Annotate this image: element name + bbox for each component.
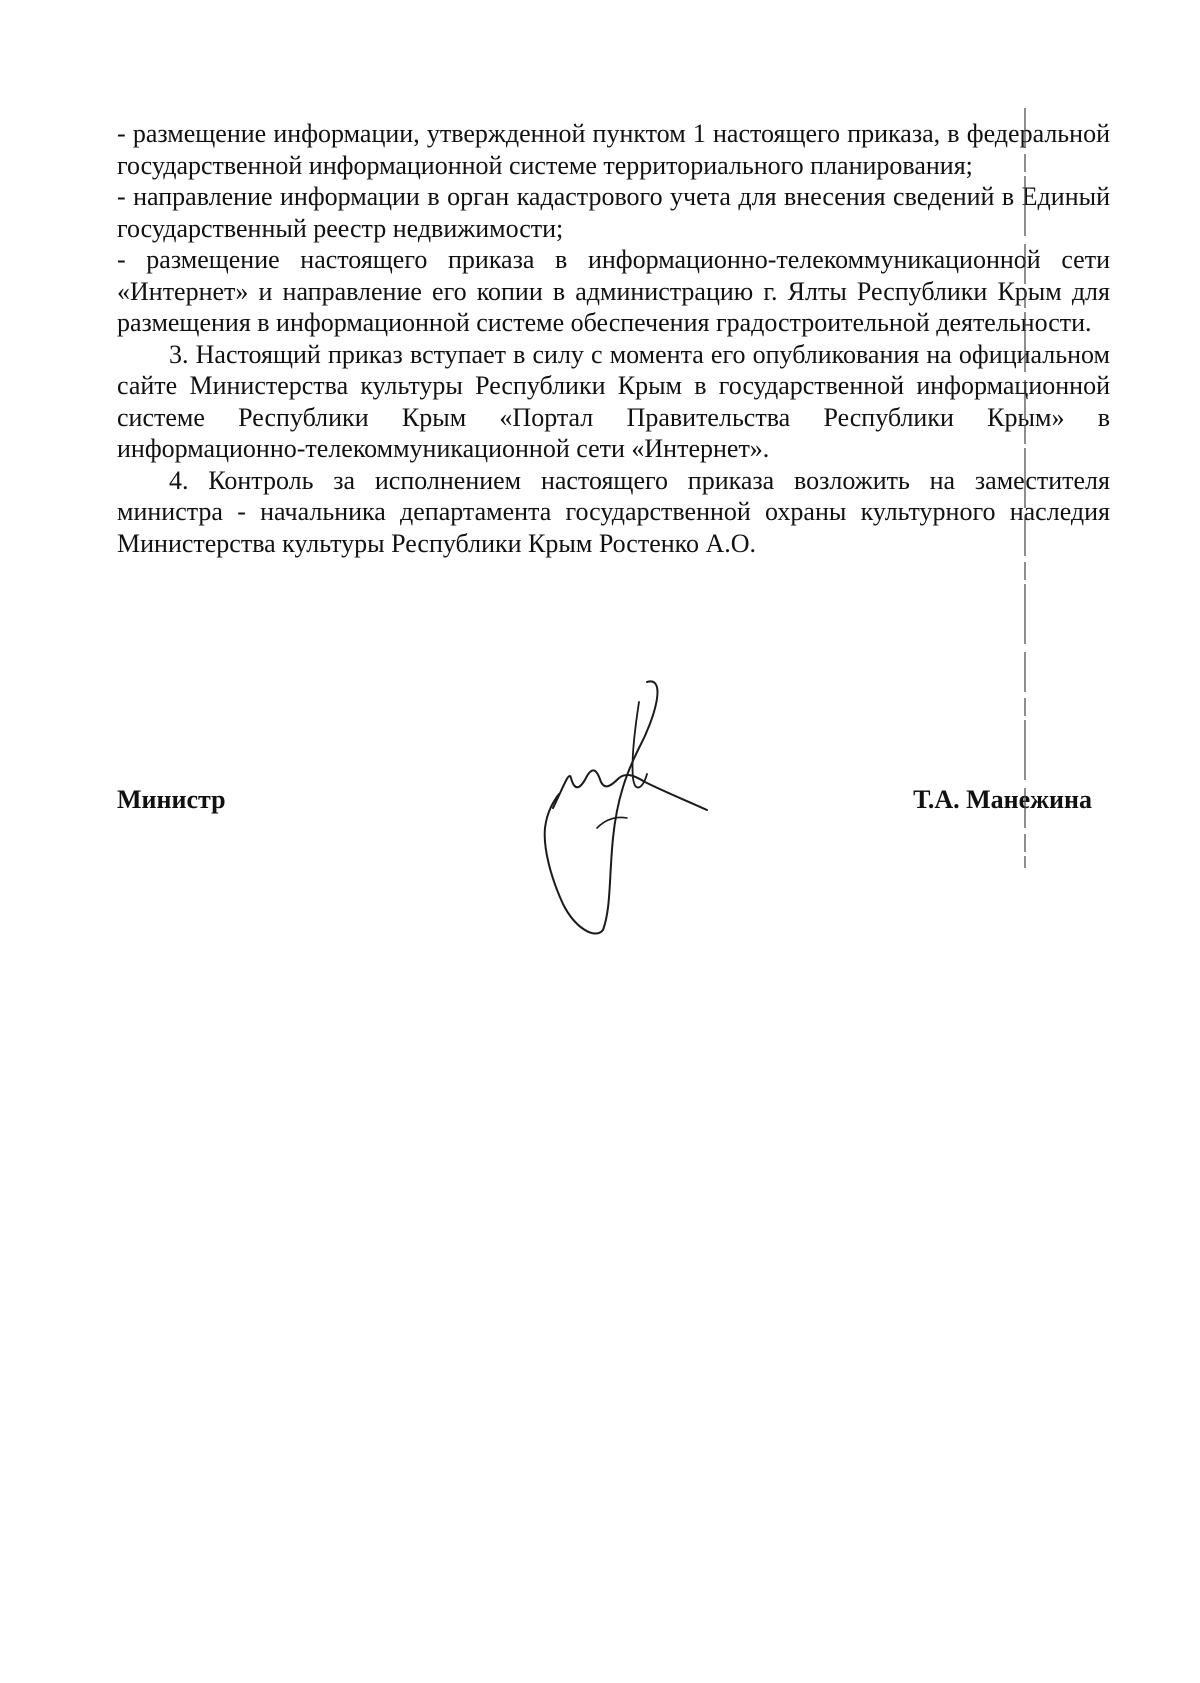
paragraph-3-effective: 3. Настоящий приказ вступает в силу с момента его опубликования на официальном сайте Министерства культуры Республики Крым в государственной информационной системе Республики Крым «Портал Правительства Республики Крым» в информационно-телекоммуникационной сети «Интернет».: [117, 339, 1110, 463]
document-body: [117, 118, 1110, 559]
list-item-cadastral: - направление информации в орган кадастрового учета для внесения сведений в Единый государственный реестр недвижимости;: [117, 182, 1110, 243]
paragraph-4-control: 4. Контроль за исполнением настоящего приказа возложить на заместителя министра - начальника департамента государственной охраны культурного наследия Министерства культуры Республики Крым Ростенко А.О.: [117, 465, 1110, 558]
signatory-name: Т.А. Манежина: [913, 785, 1092, 814]
handwritten-signature: [535, 678, 725, 938]
list-item-publish-fgis: - размещение информации, утвержденной пунктом 1 настоящего приказа, в федеральной государственной информационной системе территориального планирования;: [117, 119, 1110, 180]
scan-artifact-line: [1023, 108, 1027, 868]
list-item-internet: - размещение настоящего приказа в информационно-телекоммуникационной сети «Интернет» и направление его копии в администрацию г. Ялты Республики Крым для размещения в информационной системе обеспечения градостроительной деятельности.: [117, 245, 1110, 337]
signatory-title: Министр: [117, 785, 226, 814]
